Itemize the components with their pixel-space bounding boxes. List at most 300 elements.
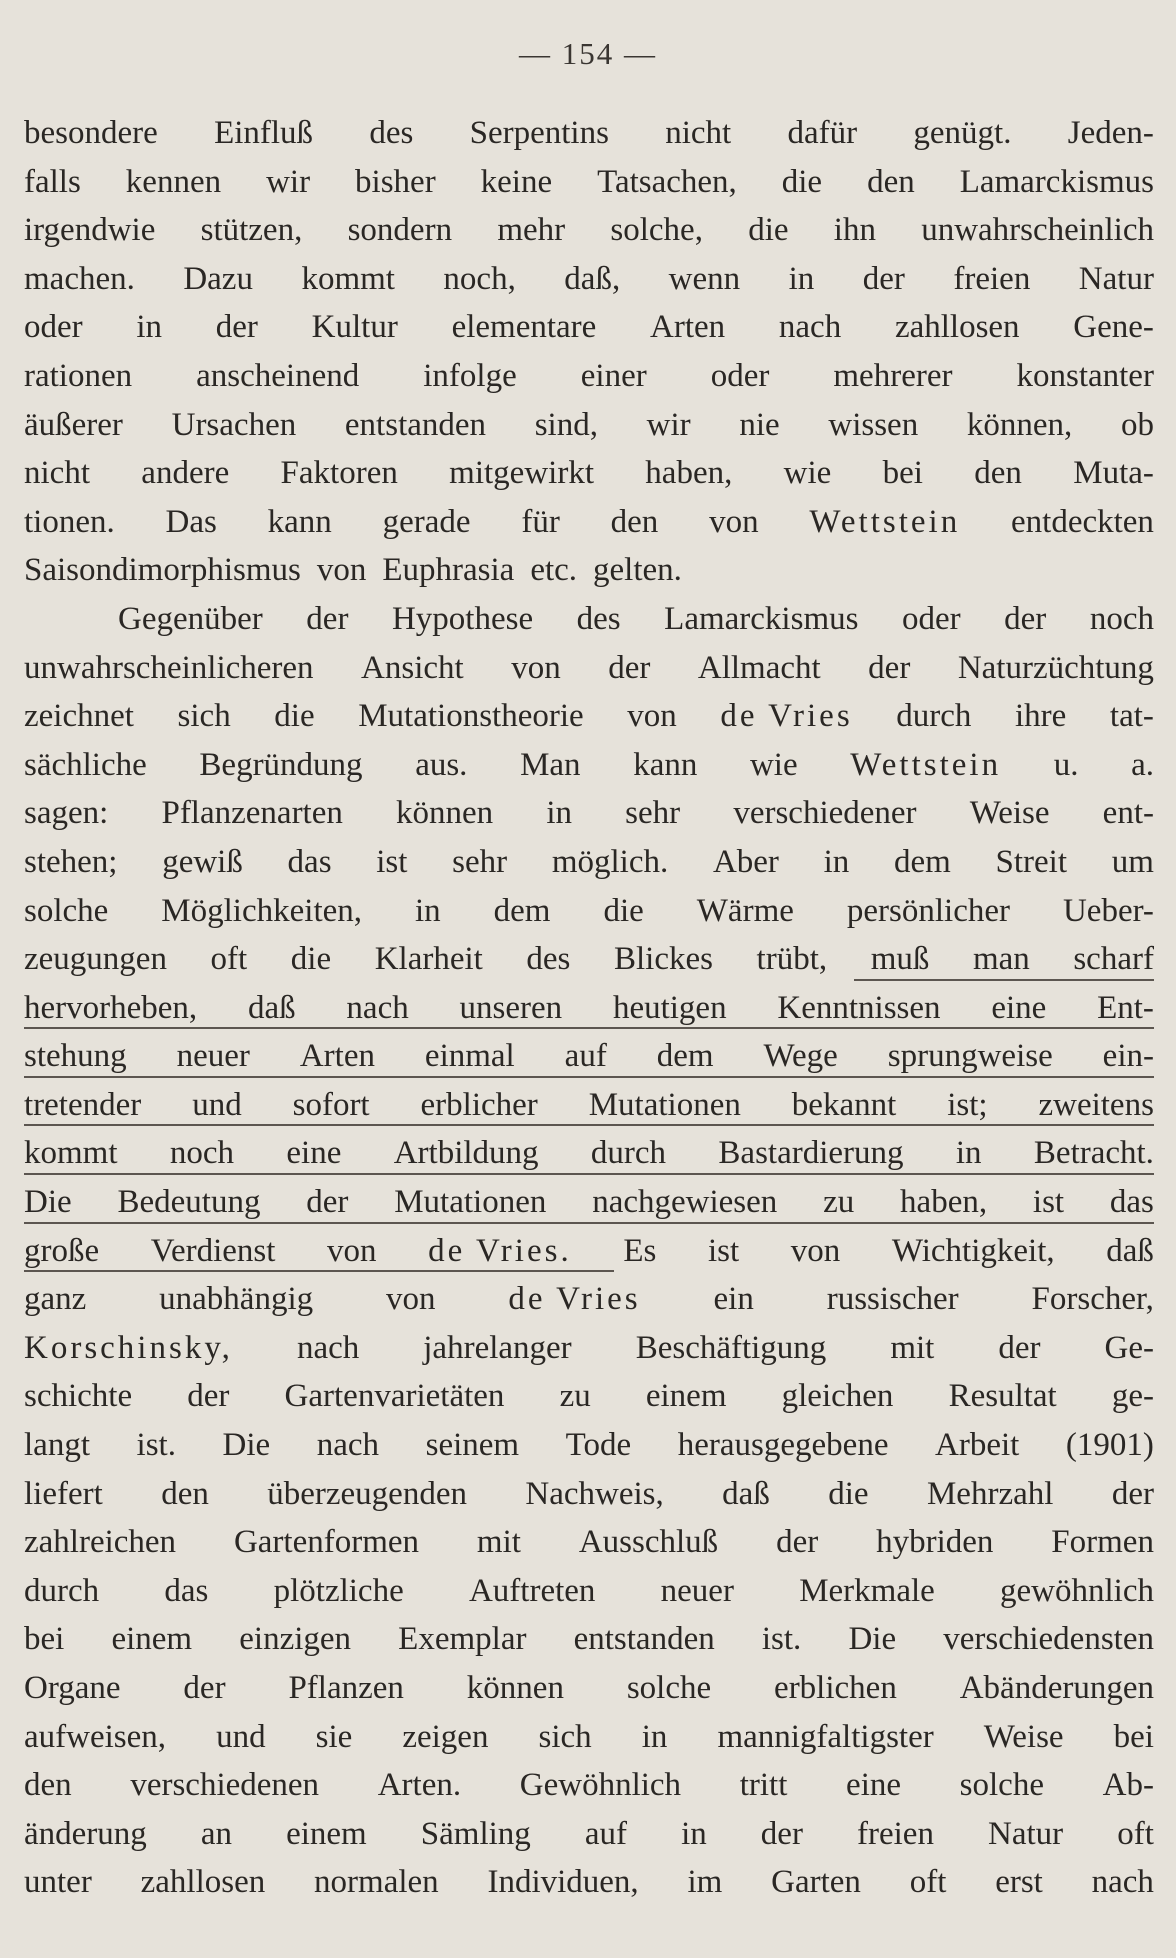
word: wenn <box>668 260 741 297</box>
word: tionen. <box>24 503 115 540</box>
word: Beschäftigung <box>635 1329 827 1366</box>
word: neuer <box>660 1572 734 1609</box>
word: von <box>511 649 561 686</box>
word: Aber <box>712 843 779 880</box>
word: änderung <box>24 1815 147 1852</box>
word: das <box>287 843 332 880</box>
word: hervorheben, <box>24 989 198 1026</box>
word: unwahrscheinlicheren <box>24 649 314 686</box>
word: ein <box>713 1281 754 1318</box>
body-text <box>24 109 1154 1907</box>
word: Gartenformen <box>233 1524 420 1561</box>
word: daß <box>1106 1232 1154 1269</box>
word: Ursachen <box>171 406 297 443</box>
word: plötzliche <box>273 1572 404 1609</box>
word: nach <box>1091 1864 1154 1901</box>
word: Euphrasia <box>382 552 515 589</box>
word: Mutationen <box>394 1184 547 1221</box>
word: sehr <box>625 795 681 832</box>
word: mit <box>890 1329 935 1366</box>
word: konstanter <box>1016 357 1154 394</box>
word: durch <box>896 698 972 735</box>
word: Die <box>24 1184 72 1221</box>
word: Weise <box>969 795 1050 832</box>
word: noch <box>1089 600 1154 637</box>
word: nach <box>778 309 842 346</box>
word: irgendwie <box>24 212 156 249</box>
word: zeigen <box>402 1718 489 1755</box>
word: (1901) <box>1065 1427 1154 1464</box>
word: große <box>24 1232 100 1269</box>
word: um <box>1111 843 1154 880</box>
text-line <box>24 1858 1154 1907</box>
word: zu <box>823 1184 855 1221</box>
word: zweitens <box>1038 1086 1154 1123</box>
word: der <box>1004 600 1047 637</box>
word: gleichen <box>781 1378 894 1415</box>
word: Man <box>520 746 581 783</box>
word: äußerer <box>24 406 123 443</box>
word: Tode <box>565 1427 632 1464</box>
word: Individuen, <box>487 1864 639 1901</box>
word: ein- <box>1102 1038 1154 1075</box>
word: aus. <box>415 746 468 783</box>
word: dem <box>893 843 951 880</box>
text-line <box>24 1032 1154 1081</box>
word: die <box>603 892 644 929</box>
word: freien <box>857 1815 934 1852</box>
word: muß <box>870 941 930 978</box>
word: von <box>327 1232 377 1269</box>
word: mannigfaltigster <box>717 1718 934 1755</box>
word: Ab- <box>1102 1767 1154 1804</box>
word: Bastardierung <box>718 1135 904 1172</box>
word: bei <box>882 455 923 492</box>
text-line <box>24 303 1154 352</box>
word: zu <box>559 1378 591 1415</box>
word: Mutationen <box>588 1086 741 1123</box>
word: eine <box>286 1135 342 1172</box>
word: sich <box>538 1718 592 1755</box>
word: solche <box>626 1670 712 1706</box>
word: anscheinend <box>196 357 360 394</box>
word: Lamarckismus <box>959 163 1154 200</box>
word: Kultur <box>311 309 398 346</box>
word: Muta- <box>1073 455 1154 492</box>
word: Resultat <box>948 1378 1057 1415</box>
word: nie <box>739 406 780 443</box>
text-line <box>24 741 1154 790</box>
word: der <box>608 649 651 686</box>
text-line <box>24 206 1154 255</box>
word: Ueber- <box>1062 892 1154 929</box>
word: de Vries <box>508 1281 641 1318</box>
word: ist <box>1032 1184 1065 1221</box>
word: den <box>974 455 1022 492</box>
word: unwahrscheinlich <box>921 212 1154 249</box>
word: Kenntnissen <box>777 989 941 1026</box>
word: Wettstein <box>809 503 961 540</box>
word: die <box>274 698 315 735</box>
word: von <box>709 503 759 540</box>
word: Die <box>848 1621 897 1658</box>
word: ihre <box>1015 698 1067 735</box>
word: die <box>748 212 789 249</box>
word: oder <box>24 309 83 346</box>
word: einem <box>645 1378 727 1415</box>
word: des <box>576 600 621 637</box>
text-line <box>24 692 1154 741</box>
word: falls <box>24 163 81 200</box>
word: Lamarckismus <box>664 600 859 637</box>
word: zahllosen <box>894 309 1020 346</box>
word: den <box>610 503 659 540</box>
word: Dazu <box>183 260 253 297</box>
word: können <box>396 795 494 832</box>
word: einem <box>111 1621 193 1658</box>
word: Korschinsky, <box>24 1329 233 1366</box>
word: ist <box>707 1232 740 1269</box>
text-line <box>24 984 1154 1033</box>
word: durch <box>24 1572 100 1609</box>
word: Sämling <box>420 1815 531 1852</box>
word: infolge <box>423 357 517 394</box>
text-line <box>24 887 1154 936</box>
word: der <box>306 1184 349 1221</box>
word: Es <box>623 1232 657 1269</box>
text-line <box>24 1372 1154 1421</box>
word: ist. <box>761 1621 802 1658</box>
word: der <box>215 309 258 346</box>
text-line <box>24 1713 1154 1762</box>
word: Klarheit <box>374 941 483 978</box>
word: Streit <box>995 843 1068 880</box>
word: den <box>24 1767 72 1804</box>
word: Gene- <box>1073 309 1154 346</box>
word: entstanden <box>573 1621 715 1658</box>
word: können <box>466 1670 564 1706</box>
word: möglich. <box>551 843 669 880</box>
word: der <box>862 260 905 297</box>
word: in <box>546 795 573 832</box>
word: zeichnet <box>24 698 134 735</box>
word: etc. <box>530 552 578 589</box>
word: ent- <box>1102 795 1154 832</box>
word: Ausschluß <box>578 1524 719 1561</box>
word: Blickes <box>613 941 713 978</box>
word: Gegenüber <box>118 600 263 637</box>
word: Pflanzenarten <box>161 795 343 832</box>
word: sofort <box>292 1086 370 1123</box>
text-line <box>24 1129 1154 1178</box>
word: Wege <box>763 1038 838 1075</box>
word: Faktoren <box>280 455 398 492</box>
word: stützen, <box>200 212 303 249</box>
text-line <box>24 1470 1154 1519</box>
word: von <box>316 552 367 589</box>
word: von <box>385 1281 436 1318</box>
word: Ge- <box>1104 1329 1154 1366</box>
word: der <box>306 600 349 637</box>
word: wir <box>266 163 311 200</box>
word: einzigen <box>239 1621 352 1658</box>
page-number: — 154 — <box>519 36 657 71</box>
word: Begründung <box>199 746 363 783</box>
word: ist; <box>947 1086 988 1123</box>
word: sind, <box>534 406 598 443</box>
word: daß, <box>564 260 621 297</box>
word: der <box>868 649 911 686</box>
word: können, <box>966 406 1073 443</box>
word: ist. <box>136 1427 176 1464</box>
word: haben, <box>645 455 733 492</box>
word: Verdienst <box>150 1232 276 1269</box>
paragraph-2 <box>24 595 1154 1907</box>
word: daß <box>722 1475 770 1512</box>
word: Wettstein <box>850 746 1002 783</box>
word: Naturzüchtung <box>957 649 1154 686</box>
word: den <box>867 163 915 200</box>
word: oft <box>909 1864 947 1901</box>
word: wie <box>783 455 832 492</box>
word: liefert <box>24 1475 103 1512</box>
word: Gewöhnlich <box>519 1767 682 1804</box>
word: des <box>526 941 571 978</box>
text-line <box>24 1615 1154 1664</box>
text-line <box>24 838 1154 887</box>
word: sprungweise <box>887 1038 1053 1075</box>
word: rationen <box>24 357 133 394</box>
word: trübt, <box>756 941 828 978</box>
word: Mehrzahl <box>926 1475 1054 1512</box>
text-line <box>24 498 1154 547</box>
word: der <box>183 1670 226 1706</box>
word: Garten <box>771 1864 861 1901</box>
word: jahrelanger <box>423 1329 572 1366</box>
word: a. <box>1131 746 1154 783</box>
word: in <box>681 1815 707 1852</box>
word: durch <box>590 1135 667 1172</box>
word: unter <box>24 1864 92 1901</box>
word: das <box>164 1572 209 1609</box>
word: von <box>627 698 677 735</box>
word: auf <box>564 1038 607 1075</box>
word: noch, <box>443 260 516 297</box>
word: dafür <box>787 115 858 151</box>
text-line <box>24 595 1154 644</box>
word: den <box>161 1475 209 1512</box>
word: schichte <box>24 1378 133 1415</box>
word: gelten. <box>593 552 682 589</box>
text-line <box>24 352 1154 401</box>
word: haben, <box>900 1184 988 1221</box>
word: Arten <box>650 309 726 346</box>
word: nach <box>296 1329 360 1366</box>
word: der <box>760 1815 803 1852</box>
word: Natur <box>988 1815 1064 1852</box>
word: Natur <box>1078 260 1154 297</box>
word: mehr <box>497 212 566 249</box>
word: zahllosen <box>140 1864 266 1901</box>
text-line <box>24 1810 1154 1859</box>
word: Exemplar <box>398 1621 527 1658</box>
word: normalen <box>314 1864 439 1901</box>
text-line <box>24 401 1154 450</box>
text-line <box>24 1324 1154 1373</box>
word: tritt <box>739 1767 788 1804</box>
word: man <box>972 941 1030 978</box>
word: in <box>823 843 850 880</box>
word: in <box>788 260 815 297</box>
word: bei <box>24 1621 65 1658</box>
word: zeugungen <box>24 941 167 978</box>
word: nicht <box>24 455 90 492</box>
word: Möglichkeiten, <box>161 892 363 929</box>
text-line <box>24 935 1154 984</box>
word: eine <box>991 989 1047 1026</box>
text-line <box>24 1761 1154 1810</box>
word: Artbildung <box>393 1135 539 1172</box>
word: dem <box>656 1038 714 1075</box>
word: einem <box>286 1815 367 1852</box>
word: andere <box>141 455 230 492</box>
text-line <box>24 109 1154 158</box>
text-line <box>24 644 1154 693</box>
word: ihn <box>833 212 876 249</box>
word: erblicher <box>420 1086 538 1123</box>
word: Saisondimorphismus <box>24 552 301 589</box>
word: Gartenvarietäten <box>284 1378 505 1415</box>
word: Auftreten <box>468 1572 596 1609</box>
text-line <box>24 1227 1154 1276</box>
word: oft <box>1117 1815 1154 1852</box>
word: entstanden <box>344 406 487 443</box>
word: sagen: <box>24 795 109 832</box>
word: verschiedensten <box>943 1621 1154 1658</box>
word: dem <box>493 892 551 929</box>
word: Nachweis, <box>525 1475 664 1512</box>
text-line <box>24 1567 1154 1616</box>
text-line <box>24 158 1154 207</box>
word: Pflanzen <box>288 1670 404 1706</box>
word: besondere <box>24 115 158 151</box>
word: ge- <box>1111 1378 1154 1415</box>
text-line <box>24 1275 1154 1324</box>
word: stehung <box>24 1038 127 1075</box>
word: de Vries. <box>428 1232 572 1269</box>
word: der <box>998 1329 1041 1366</box>
word: einmal <box>424 1038 515 1075</box>
word: entdeckten <box>1011 503 1154 540</box>
word: ganz <box>24 1281 87 1318</box>
word: gewiß <box>162 843 243 880</box>
word: nachgewiesen <box>592 1184 778 1221</box>
word: russischer <box>826 1281 959 1318</box>
word: kommt <box>301 260 395 297</box>
word: des <box>369 115 414 151</box>
paragraph-1 <box>24 109 1154 595</box>
word: kennen <box>125 163 222 200</box>
word: tat- <box>1109 698 1154 735</box>
word: der <box>187 1378 230 1415</box>
word: neuer <box>176 1038 250 1075</box>
word: solche <box>24 892 109 929</box>
word: Allmacht <box>697 649 821 686</box>
text-line <box>24 789 1154 838</box>
word: sie <box>315 1718 353 1755</box>
word: nicht <box>665 115 732 151</box>
word: verschiedener <box>733 795 917 832</box>
word: solche <box>959 1767 1044 1804</box>
word: sondern <box>347 212 453 249</box>
word: oder <box>901 600 961 637</box>
word: genügt. <box>913 115 1012 151</box>
word: nach <box>316 1427 380 1464</box>
word: Organe <box>24 1670 121 1706</box>
word: elementare <box>451 309 597 346</box>
word: herausgegebene <box>677 1427 889 1464</box>
word: sich <box>177 698 231 735</box>
word: bisher <box>355 163 436 200</box>
word: wissen <box>828 406 919 443</box>
word: freien <box>953 260 1031 297</box>
word: Das <box>165 503 217 540</box>
word: wie <box>749 746 798 783</box>
word: Bedeutung <box>117 1184 261 1221</box>
text-line <box>24 449 1154 498</box>
word: aufweisen, <box>24 1718 167 1755</box>
word: Tatsachen, <box>597 163 737 200</box>
word: gerade <box>382 503 471 540</box>
word: im <box>687 1864 723 1901</box>
text-line <box>24 1518 1154 1567</box>
word: seinem <box>425 1427 520 1464</box>
word: mit <box>476 1524 521 1561</box>
word: zahlreichen <box>24 1524 177 1561</box>
text-line <box>24 1081 1154 1130</box>
word: langt <box>24 1427 90 1464</box>
word: erblichen <box>774 1670 897 1706</box>
word: Merkmale <box>799 1572 935 1609</box>
word: hybriden <box>876 1524 994 1561</box>
word: Hypothese <box>391 600 534 637</box>
word: ist <box>376 843 408 880</box>
word: stehen; <box>24 843 118 880</box>
word: Ansicht <box>361 649 464 686</box>
word: ob <box>1121 406 1154 443</box>
word: unabhängig <box>159 1281 314 1318</box>
text-line <box>24 1178 1154 1227</box>
word: sehr <box>452 843 508 880</box>
word: wir <box>646 406 691 443</box>
word: daß <box>247 989 296 1026</box>
word: die <box>828 1475 869 1512</box>
word: und <box>192 1086 242 1123</box>
word: Forscher, <box>1031 1281 1154 1318</box>
word: der <box>1111 1475 1154 1512</box>
word: oder <box>710 357 770 394</box>
word: machen. <box>24 260 135 297</box>
word: Wichtigkeit, <box>891 1232 1055 1269</box>
word: einer <box>580 357 647 394</box>
word: und <box>216 1718 266 1755</box>
word: für <box>521 503 560 540</box>
text-line <box>24 255 1154 304</box>
word: bekannt <box>791 1086 897 1123</box>
word: tretender <box>24 1086 142 1123</box>
word: in <box>955 1135 982 1172</box>
word: Wärme <box>696 892 794 929</box>
